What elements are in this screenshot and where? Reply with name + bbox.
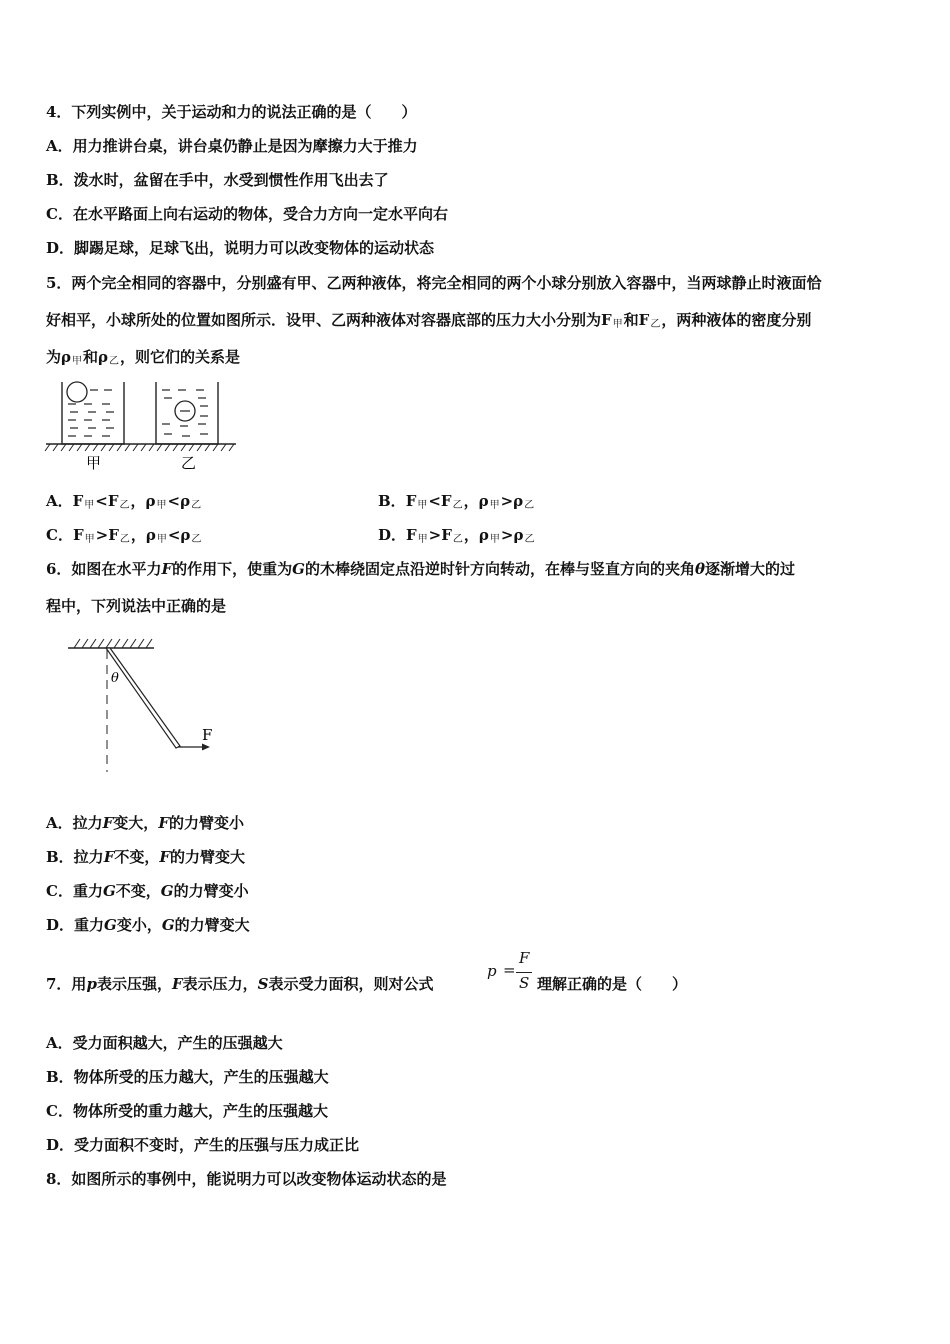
- q5-option-c: C．$F_甲>F_乙$，$\rho_甲<\rho_乙$: [46, 526, 202, 545]
- q6-option-d: D．重力G变小，G的力臂变大: [46, 916, 250, 934]
- q5-stem-line3: 为$\rho_甲$和$\rho_乙$，则它们的关系是: [46, 348, 240, 367]
- q6-rod-figure: [64, 634, 224, 776]
- q7-option-a: A．受力面积越大，产生的压强越大: [46, 1034, 283, 1052]
- q5-containers-figure: [44, 378, 244, 474]
- q5-option-d: D．$F_甲>F_乙$，$\rho_甲>\rho_乙$: [378, 526, 535, 545]
- q5-stem-line1: 5．两个完全相同的容器中，分别盛有甲、乙两种液体，将完全相同的两个小球分别放入容器中，当两球静止时液面恰: [46, 274, 822, 292]
- q7-option-c: C．物体所受的重力越大，产生的压强越大: [46, 1102, 328, 1120]
- fig-label-yi: 乙: [181, 454, 197, 472]
- q7-stem-left: 7．用p表示压强，F表示压力，S表示受力面积，则对公式: [46, 975, 434, 993]
- pressure-formula: [485, 948, 535, 998]
- fig-theta-label: θ: [111, 671, 119, 686]
- formula-equals: =: [503, 961, 516, 979]
- q5-option-b: B．$F_甲<F_乙$，$\rho_甲>\rho_乙$: [378, 492, 535, 511]
- container-jia: [62, 382, 124, 444]
- fig-force-label: F: [202, 726, 213, 744]
- q7-option-b: B．物体所受的压力越大，产生的压强越大: [46, 1068, 329, 1086]
- formula-denominator: S: [519, 974, 530, 992]
- q4-option-c: C．在水平路面上向右运动的物体，受合力方向一定水平向右: [46, 205, 448, 223]
- q6-option-a: A．拉力F变大，F的力臂变小: [46, 814, 244, 832]
- q7-option-d: D．受力面积不变时，产生的压强与压力成正比: [46, 1136, 360, 1154]
- q6-option-b: B．拉力F不变，F的力臂变大: [46, 848, 246, 866]
- q4-option-d: D．脚踢足球，足球飞出，说明力可以改变物体的运动状态: [46, 239, 435, 257]
- q6-stem-line1: 6．如图在水平力F的作用下，使重为G的木棒绕固定点沿逆时针方向转动，在棒与竖直方向的夹角θ逐渐增大的过: [46, 560, 795, 578]
- q8-stem: 8．如图所示的事例中，能说明力可以改变物体运动状态的是: [46, 1170, 447, 1188]
- q4-stem: 4．下列实例中，关于运动和力的说法正确的是（ ）: [46, 103, 417, 121]
- formula-p: p: [487, 962, 497, 980]
- container-yi: [156, 382, 218, 444]
- q5-stem-line2: 好相平，小球所处的位置如图所示．设甲、乙两种液体对容器底部的压力大小分别为$F_甲$和$F_乙$，两种液体的密度分别: [46, 311, 812, 330]
- q6-stem-line2: 程中，下列说法中正确的是: [46, 597, 227, 615]
- q4-option-b: B．泼水时，盆留在手中，水受到惯性作用飞出去了: [46, 171, 389, 189]
- q6-option-c: C．重力G不变，G的力臂变小: [46, 882, 249, 900]
- q5-option-a: A．$F_甲<F_乙$，$\rho_甲<\rho_乙$: [46, 492, 202, 511]
- q7-stem-right: 理解正确的是（ ）: [537, 975, 688, 993]
- formula-numerator: F: [519, 949, 530, 967]
- formula-fraction-bar: [516, 972, 532, 973]
- fig-label-jia: 甲: [86, 454, 102, 472]
- q4-option-a: A．用力推讲台桌，讲台桌仍静止是因为摩擦力大于推力: [46, 137, 418, 155]
